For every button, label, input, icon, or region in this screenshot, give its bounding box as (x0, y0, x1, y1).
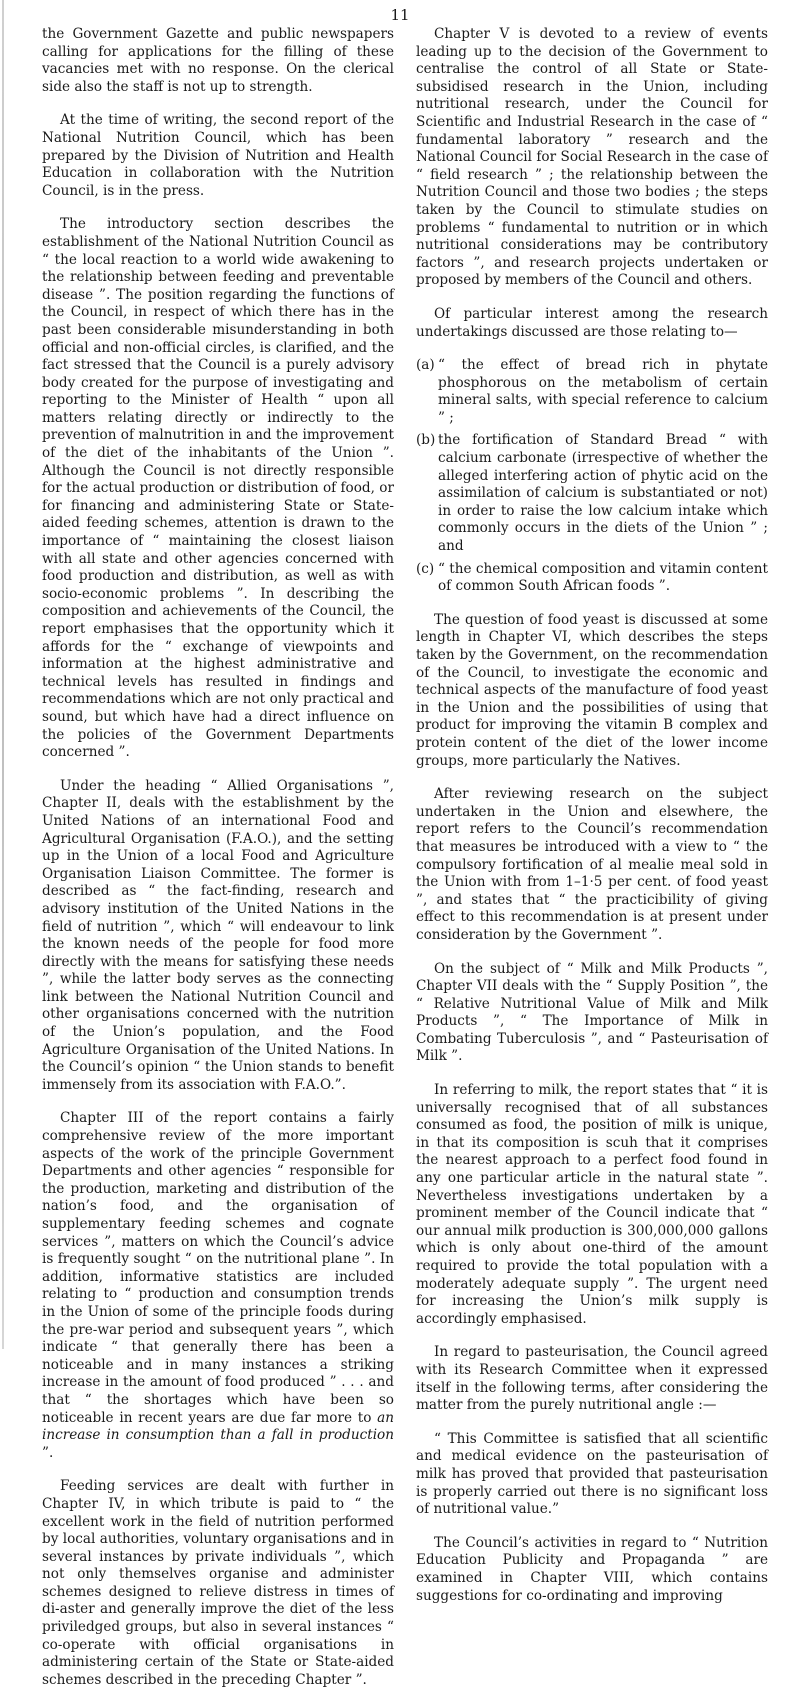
list-item (416, 432, 768, 555)
list-marker: (c) (416, 560, 435, 577)
left-paragraph-1: the Government Gazette and public newspapers calling for applications for the filling of these vacancies met with no response. On the clerical side also the staff is not up to strength. (42, 26, 394, 95)
left-paragraph-5-italic: an increase in consumption than a fall in production (42, 1409, 394, 1444)
right-paragraph-1: Chapter V is devoted to a review of events leading up to the decision of the Government to centralise the control of all State or State-subsidised research in the Union, including nutritional research, under the Council for Scientific and Industrial Research in the case of “ fundamental laboratory ” research and the National Council for Social Research in the case of “ field research ” ; the relationship between the Nutrition Council and those two bodies ; the steps taken by the Council to stimulate studies on problems “ fundamental to nutrition or in which nutritional considerations may be contributory factors ”, and research projects undertaken or proposed by members of the Council and others. (416, 26, 768, 289)
research-list (416, 357, 768, 596)
right-paragraph-4: After reviewing research on the subject undertaken in the Union and elsewhere, the report refers to the Council’s recommendation that measures be introduced with a view to “ the compulsory fortification of al mealie meal sold in the Union with from 1–1·5 per cent. of food yeast ”, and states that “ the practicibility of giving effect to this recommendation is at present under consideration by the Government ”. (416, 786, 768, 943)
page-edge-shadow (2, 0, 4, 1349)
left-paragraph-5 (42, 1110, 394, 1462)
right-paragraph-3: The question of food yeast is discussed at some length in Chapter VI, which describes the steps taken by the Government, on the recommendation of the Council, to investigate the economic and technical aspects of the manufacture of food yeast in the Union and the possibilities of using that product for improving the vitamin B complex and protein content of the diet of the lower income groups, more particularly the Natives. (416, 611, 768, 769)
right-paragraph-6: In referring to milk, the report states that “ it is universally recognised that of all substances consumed as food, the position of milk is unique, in that its composition is scuh that it comprises the nearest approach to a perfect food found in any one particular article in the natural state ”. Nevertheless investigations undertaken by a prominent member of the Council indicate that “ our annual milk production is 300,000,000 gallons which is only about one-third of the amount required to provide the total population with a moderately adequate supply ”. The urgent need for increasing the Union’s milk supply is accordingly emphasised. (416, 1082, 768, 1327)
right-paragraph-2: Of particular interest among the research undertakings discussed are those relating to— (416, 305, 768, 340)
list-text: “ the effect of bread rich in phytate phosphorous on the metabolism of certain mineral salts, with special reference to calcium ” ; (438, 357, 768, 426)
left-paragraph-5-main: Chapter III of the report contains a fairly comprehensive review of the more important aspects of the work of the principle Government Departments and other agencies “ responsible for the production, marketing and distribution of the nation’s food, and the organisation of supplementary feeding schemes and cognate services ”, matters on which the Council’s advice is frequently sought “ on the nutritional plane ”. In addition, informative statistics are included relating to “ production and consumption trends in the Union of some of the principle foods during the pre-war period and subsequent years ”, which indicate “ that generally there has been a noticeable and in many instances a striking increase in the amount of food produced ” . . . and that “ the shortages which have been so noticeable in recent years are due far more to (42, 1110, 394, 1426)
right-paragraph-7: In regard to pasteurisation, the Council agreed with its Research Committee when it expressed itself in the following terms, after considering the matter from the purely nutritional angle :— (416, 1344, 768, 1414)
left-paragraph-5-end: ”. (42, 1444, 54, 1461)
list-item (416, 357, 768, 427)
right-column (416, 26, 768, 1621)
right-paragraph-5: On the subject of “ Milk and Milk Products ”, Chapter VII deals with the “ Supply Position ”, the “ Relative Nutritional Value of Milk and Milk Products ”, “ The Importance of Milk in Combating Tuberculosis ”, and “ Pasteurisation of Milk ”. (416, 960, 768, 1065)
left-paragraph-6: Feeding services are dealt with further in Chapter IV, in which tribute is paid to “ the excellent work in the field of nutrition performed by local authorities, voluntary organisations and in several instances by private individuals ”, which not only themselves organise and administer schemes designed to relieve distress in times of di-aster and generally improve the diet of the less priviledged groups, but also in several instances “ co-operate with official organisations in administering certain of the State or State-aided schemes described in the preceding Chapter ”. (42, 1478, 394, 1688)
left-paragraph-2: At the time of writing, the second report of the National Nutrition Council, which has been prepared by the Division of Nutrition and Health Education in collaboration with the Nutrition Council, is in the press. (42, 112, 394, 199)
list-text: the fortification of Standard Bread “ with calcium carbonate (irrespective of whether the alleged interfering action of phytic acid on the assimilation of calcium is substantiated or not) in order to raise the low calcium intake which commonly occurs in the diets of the Union ” ; and (438, 432, 768, 555)
left-column (42, 26, 394, 1705)
page-number: 11 (390, 6, 410, 24)
left-paragraph-4: Under the heading “ Allied Organisations ”, Chapter II, deals with the establishment by the United Nations of an international Food and Agricultural Organisation (F.A.O.), and the setting up in the Union of a local Food and Agriculture Organisation Liaison Committee. The former is described as “ the fact-finding, research and advisory institution of the United Nations in the field of nutrition ”, which “ will endeavour to link the known needs of the people for food more directly with the means for satisfying these needs ”, while the latter body serves as the connecting link between the National Nutrition Council and other organisations concerned with the nutrition of the Union’s population, and the Food Agriculture Organisation of the United Nations. In the Council’s opinion “ the Union stands to benefit immensely from its association with F.A.O.”. (42, 777, 394, 1093)
list-item (416, 561, 768, 596)
left-paragraph-3: The introductory section describes the establishment of the National Nutrition Council as “ the local reaction to a world wide awakening to the relationship between feeding and preventable disease ”. The position regarding the functions of the Council, in respect of which there has in the past been considerable misunderstanding in both official and non-official circles, is clarified, and the fact stressed that the Council is a purely advisory body created for the purpose of investigating and reporting to the Minister of Health “ upon all matters relating directly or indirectly to the prevention of malnutrition in and the improvement of the diet of the inhabitants of the Union ”. Although the Council is not directly responsible for the actual production or distribution of food, or for financing and administering State or State-aided feeding schemes, attention is drawn to the importance of “ maintaining the closest liaison with all state and other agencies concerned with food production and distribution, as well as with socio-economic problems ”. In describing the composition and achievements of the Council, the report emphasises that the opportunity which it affords for the “ exchange of viewpoints and information at the highest administrative and technical levels has resulted in findings and recommendations which are not only practical and sound, but which have had a direct influence on the policies of the Government Departments concerned ”. (42, 216, 394, 761)
right-paragraph-8: The Council’s activities in regard to “ Nutrition Education Publicity and Propaganda ” are examined in Chapter VIII, which contains suggestions for co-ordinating and improving (416, 1534, 768, 1604)
list-marker: (a) (416, 357, 435, 374)
list-text: “ the chemical composition and vitamin content of common South African foods ”. (438, 560, 768, 595)
list-marker: (b) (416, 432, 436, 449)
committee-quote: “ This Committee is satisfied that all scientific and medical evidence on the pasteurisation of milk has proved that provided that pasteurisation is properly carried out there is no significant loss of nutritional value.” (416, 1430, 768, 1518)
